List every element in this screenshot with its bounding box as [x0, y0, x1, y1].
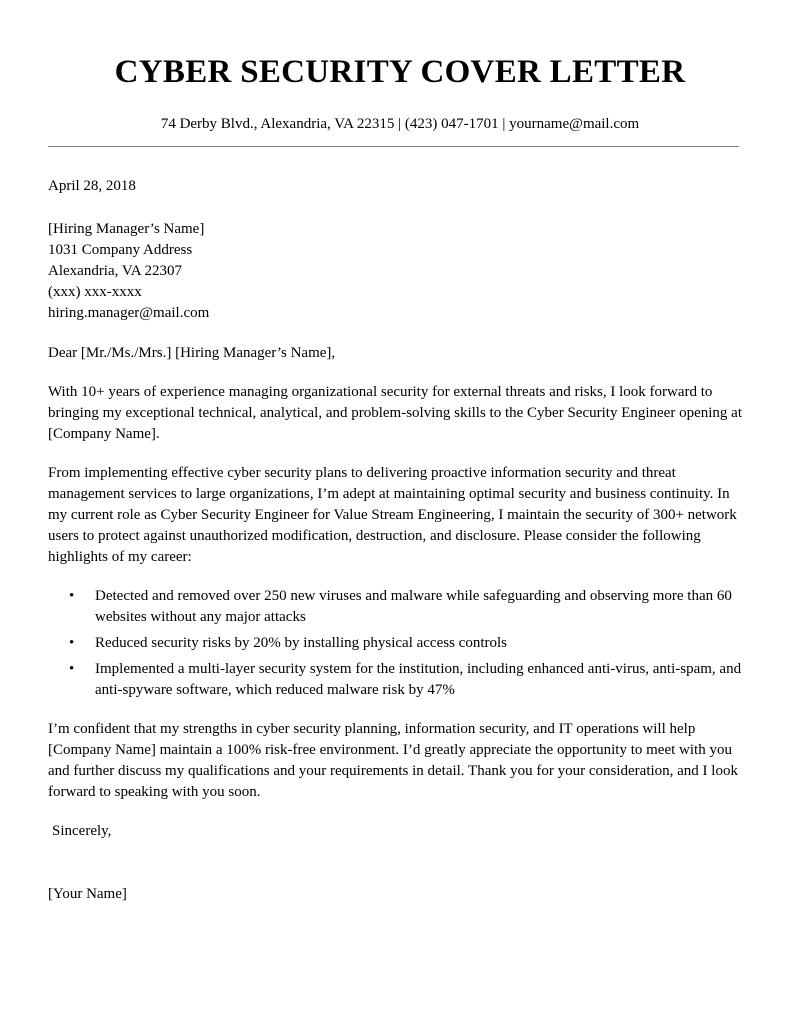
- recipient-name: [Hiring Manager’s Name]: [48, 221, 205, 237]
- letter-body: [48, 176, 748, 905]
- salutation: Dear [Mr./Ms./Mrs.] [Hiring Manager’s Name],: [48, 345, 336, 361]
- list-item: [48, 586, 748, 628]
- experience-paragraph: From implementing effective cyber security plans to delivering proactive information security and threat management services to large organizations, I’m adept at maintaining optimal security and business continuity. In my current role as Cyber Security Engineer for Value Stream Engineering, I maintain the security of 300+ network users to protect against unauthorized modification, destruction, and disclosure. Please consider the following highlights of my career:: [48, 465, 737, 565]
- bullet-icon: •: [69, 588, 75, 604]
- recipient-email: hiring.manager@mail.com: [48, 305, 210, 321]
- highlights-list: [48, 586, 748, 701]
- recipient-city: Alexandria, VA 22307: [48, 263, 183, 279]
- bullet-icon: •: [69, 661, 75, 677]
- recipient-phone: (xxx) xxx-xxxx: [48, 284, 142, 300]
- document-title: CYBER SECURITY COVER LETTER: [114, 54, 686, 90]
- signature-name: [Your Name]: [48, 886, 127, 902]
- highlight-text: Detected and removed over 250 new viruses and malware while safeguarding and observing more than 60 websites without any major attacks: [95, 588, 732, 625]
- list-item: [48, 633, 748, 654]
- closing-word: Sincerely,: [52, 823, 112, 839]
- recipient-street: 1031 Company Address: [48, 242, 193, 258]
- bullet-icon: •: [69, 635, 75, 651]
- recipient-address-block: [48, 219, 748, 324]
- highlight-text: Implemented a multi-layer security system for the institution, including enhanced anti-virus, anti-spam, and anti-spyware software, which reduced malware risk by 47%: [95, 661, 742, 698]
- header-divider: [48, 146, 739, 147]
- intro-paragraph: With 10+ years of experience managing organizational security for external threats and risks, I look forward to bringing my exceptional technical, analytical, and problem-solving skills to the Cyber Security Engineer opening at [Company Name].: [48, 384, 742, 442]
- letter-date: April 28, 2018: [48, 178, 136, 194]
- closing-paragraph: I’m confident that my strengths in cyber security planning, information security, and IT operations will help [Company Name] maintain a 100% risk-free environment. I’d greatly appreciate the opportunity to meet with you and further discuss my qualifications and your requirements in detail. Thank you for your consideration, and I look forward to speaking with you soon.: [48, 721, 738, 800]
- contact-line: 74 Derby Blvd., Alexandria, VA 22315 | (423) 047-1701 | yourname@mail.com: [160, 116, 640, 132]
- list-item: [48, 659, 748, 701]
- highlight-text: Reduced security risks by 20% by installing physical access controls: [95, 635, 507, 651]
